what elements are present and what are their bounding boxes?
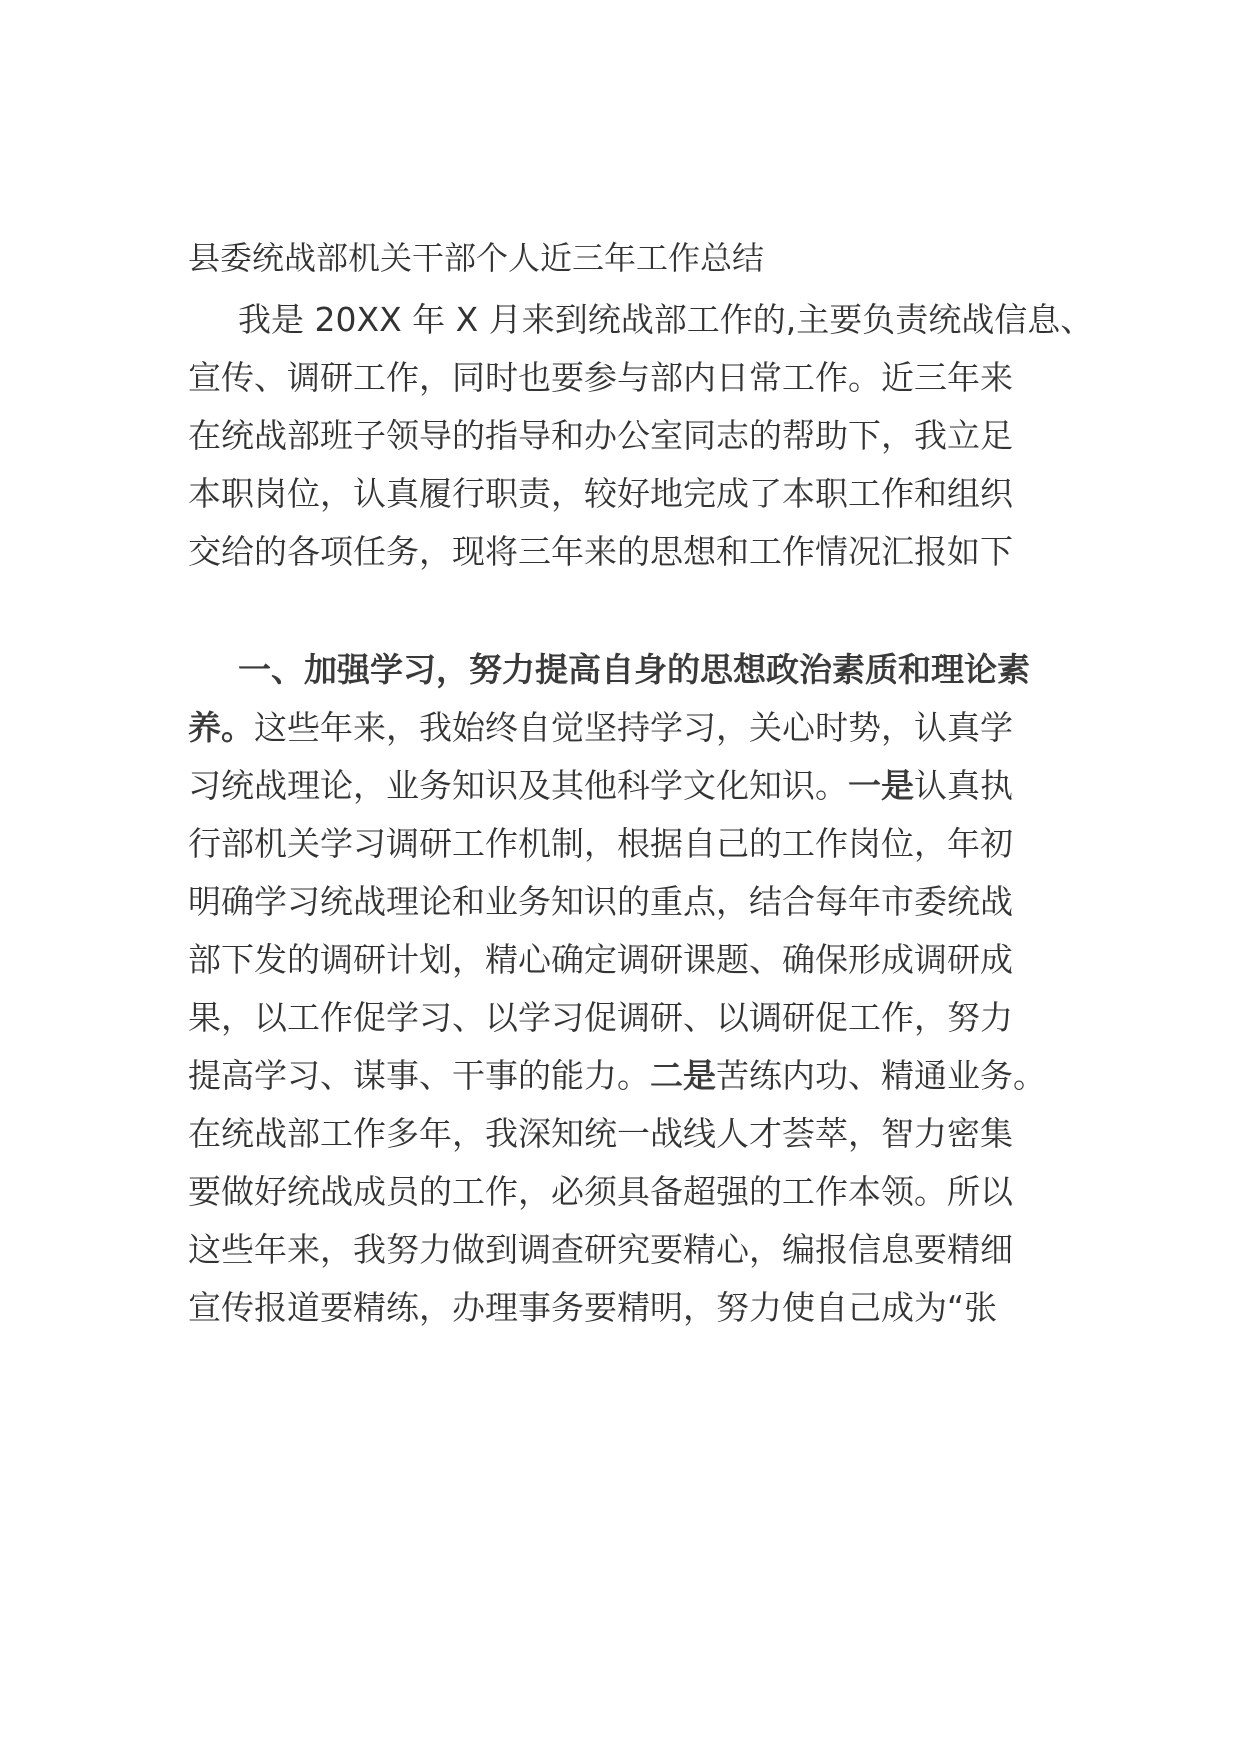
section1-line-11: 这些年来，我努力做到调查研究要精心，编报信息要精细 <box>188 1230 1013 1269</box>
intro-line-5: 交给的各项任务，现将三年来的思想和工作情况汇报如下 <box>188 532 1013 571</box>
line-text: 这些年来，我始终自觉坚持学习，关心时势，认真学 <box>254 708 1013 747</box>
point-one-label: 一是 <box>848 766 914 805</box>
section1-line-5: 明确学习统战理论和业务知识的重点，结合每年市委统战 <box>188 882 1013 921</box>
section1-heading: 一、加强学习，努力提高自身的思想政治素质和理论素 <box>238 650 1030 689</box>
section1-line-4: 行部机关学习调研工作机制，根据自己的工作岗位，年初 <box>188 824 1013 863</box>
intro-line-2: 宣传、调研工作，同时也要参与部内日常工作。近三年来 <box>188 358 1013 397</box>
line-text: 提高学习、谋事、干事的能力。 <box>188 1056 650 1095</box>
section1-line-6: 部下发的调研计划，精心确定调研课题、确保形成调研成 <box>188 940 1013 979</box>
section1-line-2 <box>188 708 1013 748</box>
line-text: 习统战理论，业务知识及其他科学文化知识。 <box>188 766 848 805</box>
heading-continuation: 养。 <box>188 708 254 747</box>
intro-line-1: 我是 20XX 年 X 月来到统战部工作的,主要负责统战信息、 <box>238 300 1094 339</box>
section1-line-8 <box>188 1056 1046 1096</box>
point-two-label: 二是 <box>650 1056 716 1095</box>
section1-line-3 <box>188 766 1013 806</box>
document-title: 县委统战部机关干部个人近三年工作总结 <box>188 239 765 277</box>
section1-line-9: 在统战部工作多年，我深知统一战线人才荟萃，智力密集 <box>188 1114 1013 1153</box>
line-text: 认真执 <box>914 766 1013 805</box>
section1-line-7: 果，以工作促学习、以学习促调研、以调研促工作，努力 <box>188 998 1013 1037</box>
intro-line-4: 本职岗位，认真履行职责，较好地完成了本职工作和组织 <box>188 474 1013 513</box>
section1-line-10: 要做好统战成员的工作，必须具备超强的工作本领。所以 <box>188 1172 1013 1211</box>
section1-line-12: 宣传报道要精练，办理事务要精明，努力使自己成为“张 <box>188 1288 998 1327</box>
intro-line-3: 在统战部班子领导的指导和办公室同志的帮助下，我立足 <box>188 416 1013 455</box>
line-text: 苦练内功、精通业务。 <box>716 1056 1046 1095</box>
